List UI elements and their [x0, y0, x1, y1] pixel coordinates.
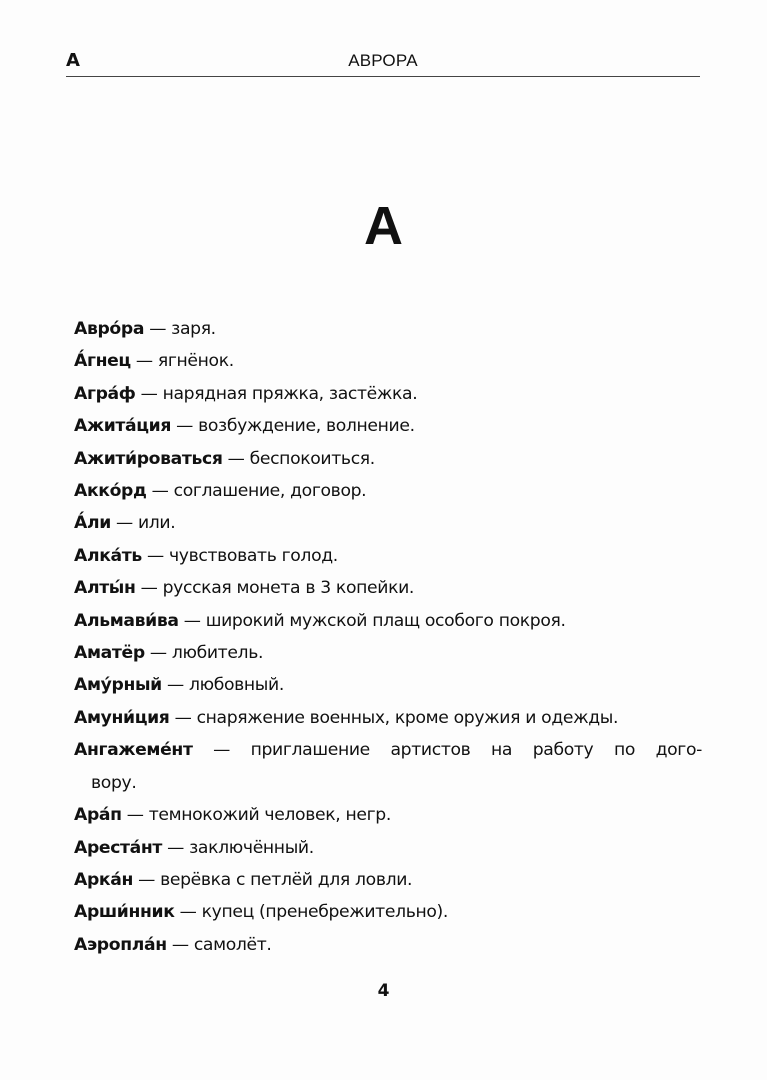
entry-term: Авро́ра [74, 319, 145, 339]
entry-term: Агра́ф [74, 383, 136, 404]
glossary-entry [74, 410, 702, 442]
entry-term: А́гнец [74, 351, 131, 372]
entry-term: Алка́ть [74, 545, 142, 566]
entry-term: Алты́н [74, 578, 136, 599]
entry-definition: — широкий мужской плащ особого покроя. [178, 610, 566, 631]
entry-definition: — приглашение артистов на работу по дого- [192, 740, 702, 761]
glossary-entry [74, 475, 702, 507]
header-rule [66, 76, 700, 77]
glossary-entry [74, 669, 702, 701]
running-header [66, 46, 700, 76]
header-first-word: АВРОРА [348, 51, 418, 70]
entry-definition: — возбуждение, волнение. [171, 416, 415, 437]
entry-definition: — самолёт. [166, 934, 272, 955]
glossary-entry [74, 540, 702, 572]
header-section-letter: А [66, 50, 80, 71]
entry-term: Акко́рд [74, 481, 147, 502]
glossary-entry [74, 702, 702, 734]
glossary-entry [74, 605, 702, 637]
entry-definition: — нарядная пряжка, застёжка. [135, 383, 418, 404]
entry-definition: — темнокожий человек, негр. [121, 805, 391, 826]
entry-term: Ажита́ция [74, 416, 172, 437]
entry-term: Аэропла́н [74, 934, 167, 955]
section-heading-letter: А [364, 196, 403, 256]
glossary-entry [74, 378, 702, 410]
entry-term: Аматёр [74, 643, 145, 664]
entry-term: Арка́н [74, 869, 133, 890]
entry-definition: — заключённый. [162, 837, 314, 858]
glossary-entry [74, 443, 702, 475]
entry-definition: — ягнёнок. [130, 351, 234, 372]
glossary-entry [74, 896, 702, 928]
entry-term: А́ли [74, 513, 111, 534]
glossary-entry-continuation [74, 767, 702, 799]
entry-definition: — купец (пренебрежительно). [174, 902, 449, 923]
entry-definition: — или. [110, 513, 176, 534]
entry-definition: — верёвка с петлёй для ловли. [133, 869, 413, 890]
entry-definition: — русская монета в 3 копейки. [135, 578, 415, 599]
glossary-entry [74, 572, 702, 604]
entry-definition: — любовный. [161, 675, 284, 696]
glossary-entries [74, 313, 702, 961]
glossary-entry [74, 799, 702, 831]
entry-term: Аму́рный [74, 675, 162, 696]
entry-term: Ареста́нт [74, 837, 163, 858]
glossary-entry [74, 345, 702, 377]
glossary-entry [74, 929, 702, 961]
entry-definition: — беспокоиться. [222, 448, 375, 469]
glossary-entry [74, 507, 702, 539]
page-number: 4 [377, 981, 390, 1001]
entry-term: Амуни́ция [74, 707, 170, 728]
glossary-entry [74, 864, 702, 896]
entry-definition: — снаряжение военных, кроме оружия и одежды. [169, 707, 619, 728]
entry-term: Арши́нник [74, 902, 175, 923]
entry-definition-continuation: вору. [91, 772, 137, 793]
entry-term: Ангажеме́нт [74, 740, 193, 761]
entry-term: Ара́п [74, 805, 122, 826]
entry-definition: — заря. [144, 319, 216, 339]
glossary-entry [74, 832, 702, 864]
glossary-entry [74, 313, 702, 345]
glossary-entry [74, 734, 702, 766]
entry-term: Альмави́ва [74, 610, 179, 631]
entry-definition: — соглашение, договор. [146, 481, 367, 502]
glossary-entry [74, 637, 702, 669]
entry-definition: — любитель. [144, 643, 264, 664]
entry-definition: — чувствовать голод. [141, 545, 338, 566]
entry-term: Ажити́роваться [74, 448, 223, 469]
